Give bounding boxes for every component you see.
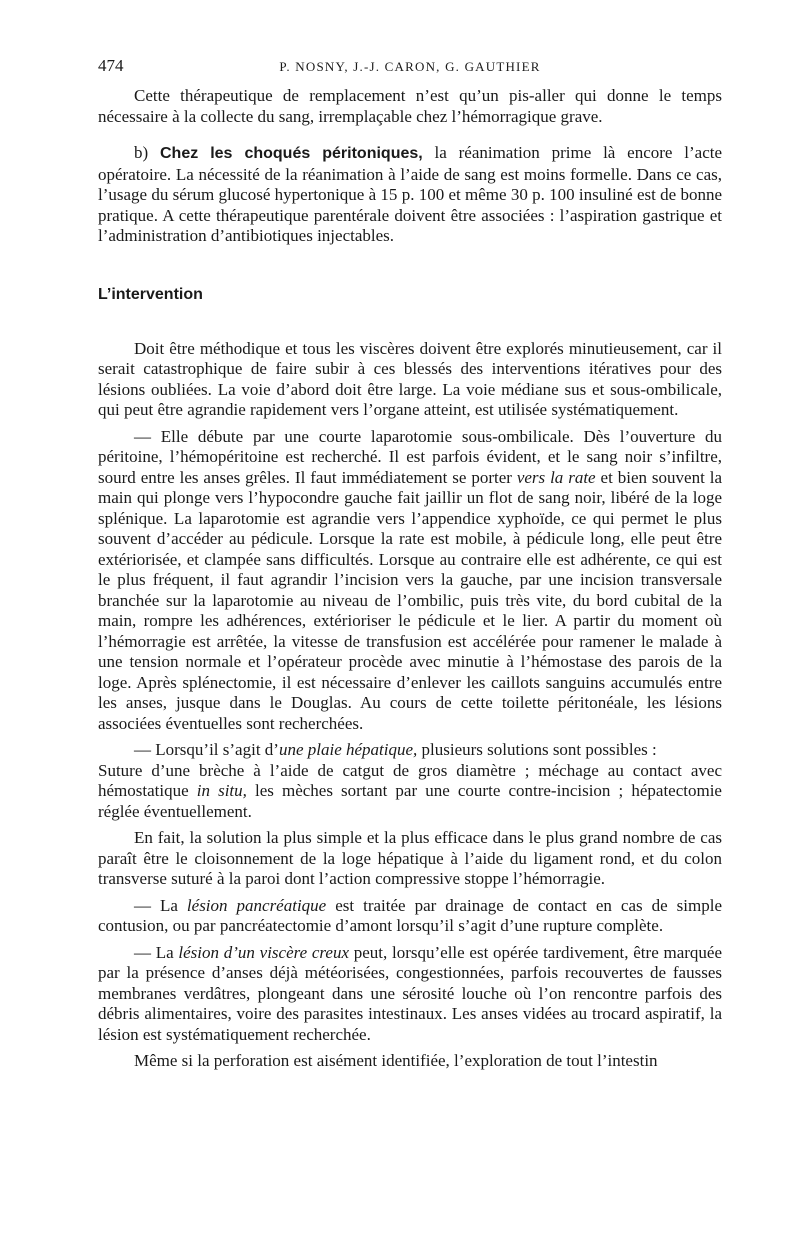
paragraph-methodical-exploration: Doit être méthodique et tous les viscères doivent être explorés minutieusement, car il serait catastrophique de faire subir à ces blessés des interventions itératives pour des lésions oubliées. La voie d’abord doit être large. La voie médiane sus et sous-ombilicale, qui peut être agrandie rapidement vers l’organe atteint, est utilisée systématiquement. <box>98 338 722 419</box>
paragraph-text: — Elle débute par une courte laparotomie sous-ombilicale. Dès l’ouverture du péritoine, l’hémopéritoine est recherché. Il est parfois évident, et le sang noir s’infiltre, sourd entre les anses grêles. Il faut immédiatement se porter <box>98 426 722 487</box>
paragraph-replacement-therapy: Cette thérapeutique de remplacement n’est qu’un pis-aller qui donne le temps nécessaire à la collecte du sang, irremplaçable chez l’hémorragique grave. <box>98 86 722 126</box>
paragraph-liver-options <box>98 761 722 823</box>
paragraph-text: plusieurs solutions sont possibles : <box>417 740 657 759</box>
paragraph-hollow-viscus <box>98 943 722 1046</box>
paragraph-peritoneal-shock <box>98 143 722 247</box>
paragraph-liver-wound <box>98 740 722 761</box>
paragraph-text: peut, lorsqu’elle est opérée tardivement, être marquée par la présence d’anses déjà météorisées, congestionnées, parfois recouvertes de fausses membranes verdâtres, plongeant dans une sérosité louche où l’on rencontre parfois des débris alimentaires, voire des parasites intestinaux. Les anses vidées au trocard aspiratif, la lésion est systématiquement recherchée. <box>98 942 722 1044</box>
italic-term-liver-wound: une plaie hépatique, <box>278 740 418 759</box>
running-header <box>98 56 722 86</box>
page-number: 474 <box>98 56 124 75</box>
paragraph-text: — Lorsqu’il s’agit d’ <box>134 740 279 759</box>
italic-term-spleen: vers la rate <box>516 467 596 487</box>
paragraph-text: la réanimation prime là encore l’acte opératoire. La nécessité de la réanimation à l’aide de sang est moins formelle. Dans ce cas, l’usage du sérum glucosé hypertonique à 15 p. 100 et même 30 p. 100 insuliné est de bonne pratique. A cette thérapeutique parentérale doivent être associées : l’aspiration gastrique et l’administration d’antibiotiques injectables. <box>98 143 723 245</box>
italic-term-pancreas: lésion pancréatique <box>186 895 327 915</box>
paragraph-text: et bien souvent la main qui plonge vers l’hypocondre gauche fait jaillir un flot de sang noir, libéré de la loge splénique. La laparotomie est agrandie vers l’appendice xyphoïde, ce qui permet le plus souvent d’accéder au pédicule. Lorsque la rate est mobile, à pédicule long, elle peut être extériorisée, et clampée sans difficultés. Lorsque au contraire elle est adhérente, ce qui est le plus fréquent, il faut agrandir l’incision vers la gauche, par une incision transversale branchée sur la laparotomie au niveau de l’ombilic, puis très vite, du bord cubital de la main, rompre les adhérences, extérioriser le pédicule et le lier. A partir du moment où l’hémorragie est arrêtée, la vitesse de transfusion est accélérée pour ramener le malade à une tension normale et l’opérateur procède avec minutie à l’hémostase des parois de la loge. Après splénectomie, il est nécessaire d’enlever les caillots sanguins accumulés entre les anses, jusque dans le Douglas. Au cours de cette toilette péritonéale, les lésions associées éventuelles sont recherchées. <box>98 467 722 733</box>
italic-term-in-situ: in situ, <box>196 781 247 800</box>
bold-term-peritoneal-shock: Chez les choqués péritoniques, <box>159 145 423 162</box>
paragraph-pancreas <box>98 896 722 937</box>
paragraph-text: — La <box>134 895 187 915</box>
paragraph-text: est traitée par drainage de contact en cas de simple contusion, ou par pancréatectomie d’amont lorsqu’il s’agit d’une rupture complète. <box>98 895 722 935</box>
running-title: P. NOSNY, J.-J. CARON, G. GAUTHIER <box>279 59 541 74</box>
paragraph-text: les mèches sortant par une courte contre-incision ; hépatectomie réglée éventuellement. <box>98 781 722 821</box>
section-heading: L’intervention <box>98 285 203 303</box>
paragraph-perforation: Même si la perforation est aisément identifiée, l’exploration de tout l’intestin <box>134 1051 658 1070</box>
paragraph-text: — La <box>134 942 179 962</box>
italic-term-hollow-viscus: lésion d’un viscère creux <box>178 942 350 962</box>
list-marker: b) <box>134 143 160 162</box>
document-page <box>98 56 722 1072</box>
paragraph-spleen <box>98 427 722 735</box>
paragraph-text: Suture d’une brèche à l’aide de catgut de gros diamètre ; méchage au contact avec hémostatique <box>98 760 722 800</box>
paragraph-liver-solution: En fait, la solution la plus simple et la plus efficace dans le plus grand nombre de cas paraît être le cloisonnement de la loge hépatique à l’aide du ligament rond, et du colon transverse suturé à la paroi dont l’action compressive stoppe l’hémorragie. <box>98 828 722 888</box>
